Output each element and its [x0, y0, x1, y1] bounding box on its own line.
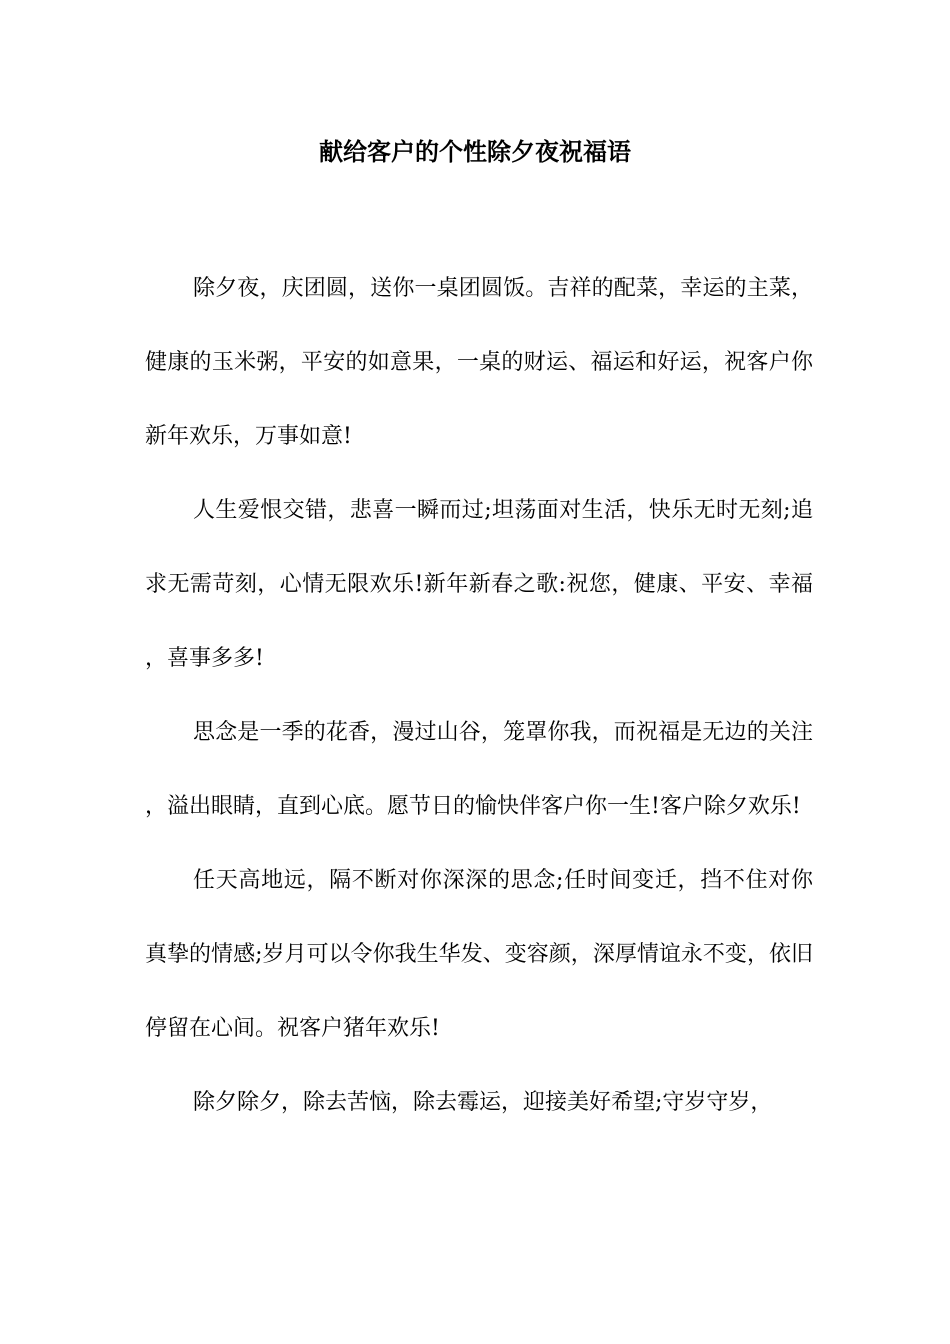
paragraph-2: 人生爱恨交错，悲喜一瞬而过;坦荡面对生活，快乐无时无刻;追求无需苛刻，心情无限欢乐!新年新春之歌:祝您，健康、平安、幸福，喜事多多! [145, 498, 813, 671]
paragraph-4: 任天高地远，隔不断对你深深的思念;任时间变迁，挡不住对你真挚的情感;岁月可以令你我生华发、变容颜，深厚情谊永不变，依旧停留在心间。祝客户猪年欢乐! [145, 868, 813, 1041]
paragraph-1: 除夕夜，庆团圆，送你一桌团圆饭。吉祥的配菜，幸运的主菜，健康的玉米粥，平安的如意果，一桌的财运、福运和好运，祝客户你新年欢乐，万事如意! [145, 276, 813, 449]
paragraph-5: 除夕除夕，除去苦恼，除去霉运，迎接美好希望;守岁守岁， [193, 1090, 773, 1115]
document-body [145, 252, 813, 1140]
document-title: 献给客户的个性除夕夜祝福语 [319, 138, 631, 166]
paragraph-3: 思念是一季的花香，漫过山谷，笼罩你我，而祝福是无边的关注，溢出眼睛，直到心底。愿节日的愉快伴客户你一生!客户除夕欢乐! [145, 720, 813, 819]
